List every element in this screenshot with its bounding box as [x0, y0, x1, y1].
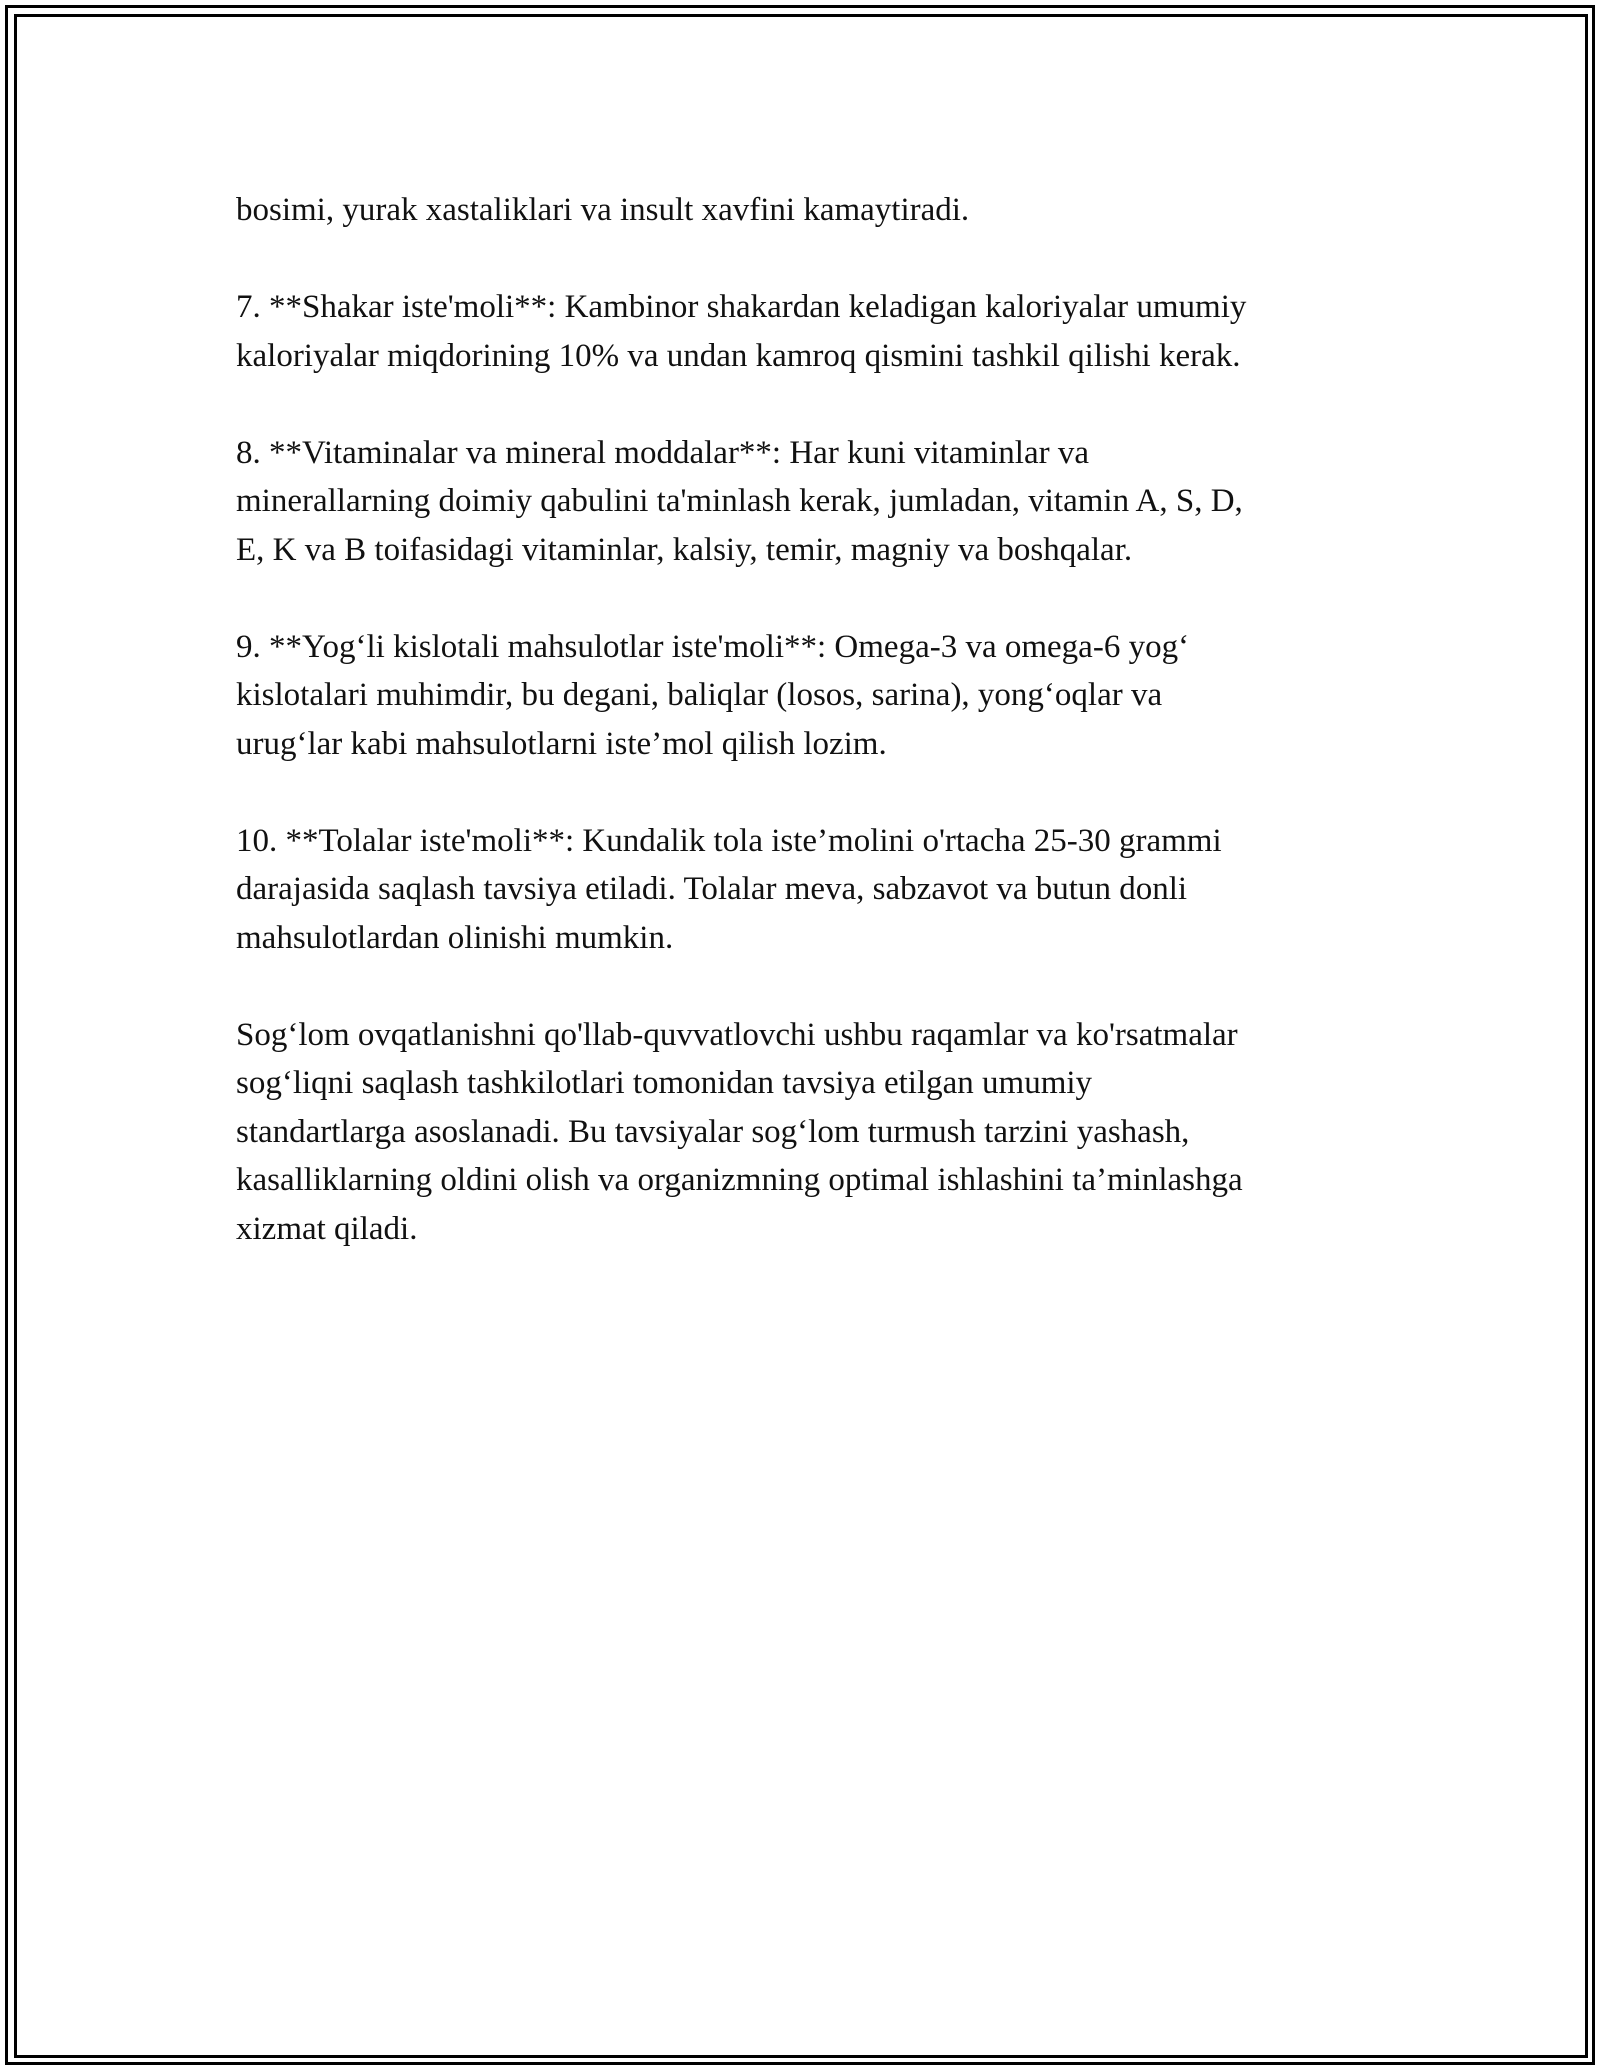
document-body [236, 186, 1366, 1302]
paragraph-continuation: bosimi, yurak xastaliklari va insult xavfini kamaytiradi. [236, 192, 970, 228]
paragraph-item-8-vitamins: 8. **Vitaminalar va mineral moddalar**: Har kuni vitaminlar va minerallarning doimiy qabulini ta'minlash kerak, jumladan, vitamin A, S, D, E, K va B toifasidagi vitaminlar, kalsiy, temir, magniy va boshqalar. [236, 434, 1243, 568]
paragraph-conclusion: Sog‘lom ovqatlanishni qo'llab-quvvatlovchi ushbu raqamlar va ko'rsatmalar sog‘liqni saqlash tashkilotlari tomonidan tavsiya etilgan umumiy standartlarga asoslanadi. Bu tavsiyalar sog‘lom turmush tarzini yashash, kasalliklarning oldini olish va organizmning optimal ishlashini ta’minlashga xizmat qiladi. [236, 1016, 1243, 1247]
paragraph-item-9-fatty-acids: 9. **Yog‘li kislotali mahsulotlar iste'moli**: Omega-3 va omega-6 yog‘ kislotalari muhimdir, bu degani, baliqlar (losos, sarina), yong‘oqlar va urug‘lar kabi mahsulotlarni iste’mol qilish lozim. [236, 628, 1190, 762]
paragraph-item-10-fiber: 10. **Tolalar iste'moli**: Kundalik tola iste’molini o'rtacha 25-30 grammi darajasida saqlash tavsiya etiladi. Tolalar meva, sabzavot va butun donli mahsulotlardan olinishi mumkin. [236, 822, 1222, 956]
paragraph-item-7-sugar: 7. **Shakar iste'moli**: Kambinor shakardan keladigan kaloriyalar umumiy kaloriyalar miqdorining 10% va undan kamroq qismini tashkil qilishi kerak. [236, 289, 1247, 374]
